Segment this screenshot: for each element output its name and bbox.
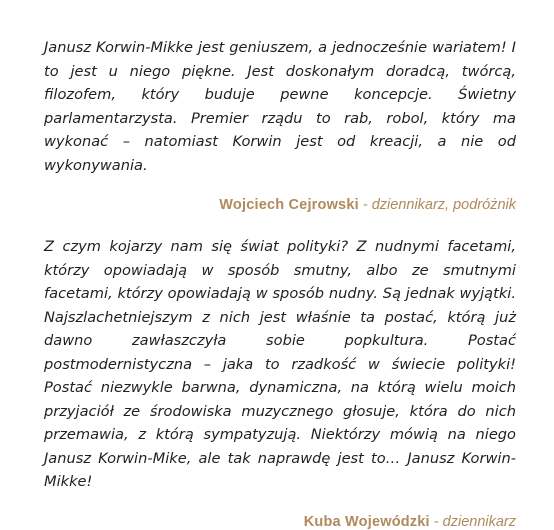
quote-text: Janusz Korwin-Mikke jest geniuszem, a jednocześnie wariatem! I to jest u niego piękne. Jest doskonałym doradcą, twórcą, filozofem, który buduje pewne koncepcje. Świetny parlamentarzysta. Premier rządu to rab, robol, który ma wykonać – natomiast Korwin jest od kreacji, a nie od wykonywania.	[44, 39, 516, 174]
quotes-page	[44, 36, 516, 530]
separator: -	[429, 513, 443, 530]
author-role: dziennikarz	[442, 513, 516, 530]
quote-attribution	[44, 514, 516, 530]
author-name: Kuba Wojewódzki	[303, 513, 430, 530]
author-role: dziennikarz, podróżnik	[371, 197, 516, 213]
quote-text: Z czym kojarzy nam się świat polityki? Z nudnymi facetami, którzy opowiadają w sposób smutny, albo ze smutnymi facetami, którzy opowiadają w sposób nudny. Są jednak wyjątki. Najszlachetniejszym z nich jest właśnie ta postać, którą już dawno zawłaszczyła sobie popkultura. Postać postmodernistyczna – jaka to rzadkość w świecie polityki! Postać niezwykle barwna, dynamiczna, na którą wielu moich przyjaciół ze środowiska muzycznego głosuje, która do nich przemawia, z którą sympatyzują. Niektórzy mówią na niego Janusz Korwin-Mike, ale tak naprawdę jest to… Janusz Korwin-Mikke!	[44, 238, 516, 490]
author-name: Wojciech Cejrowski	[219, 197, 359, 213]
quote-attribution	[44, 197, 516, 213]
separator: -	[358, 197, 372, 213]
